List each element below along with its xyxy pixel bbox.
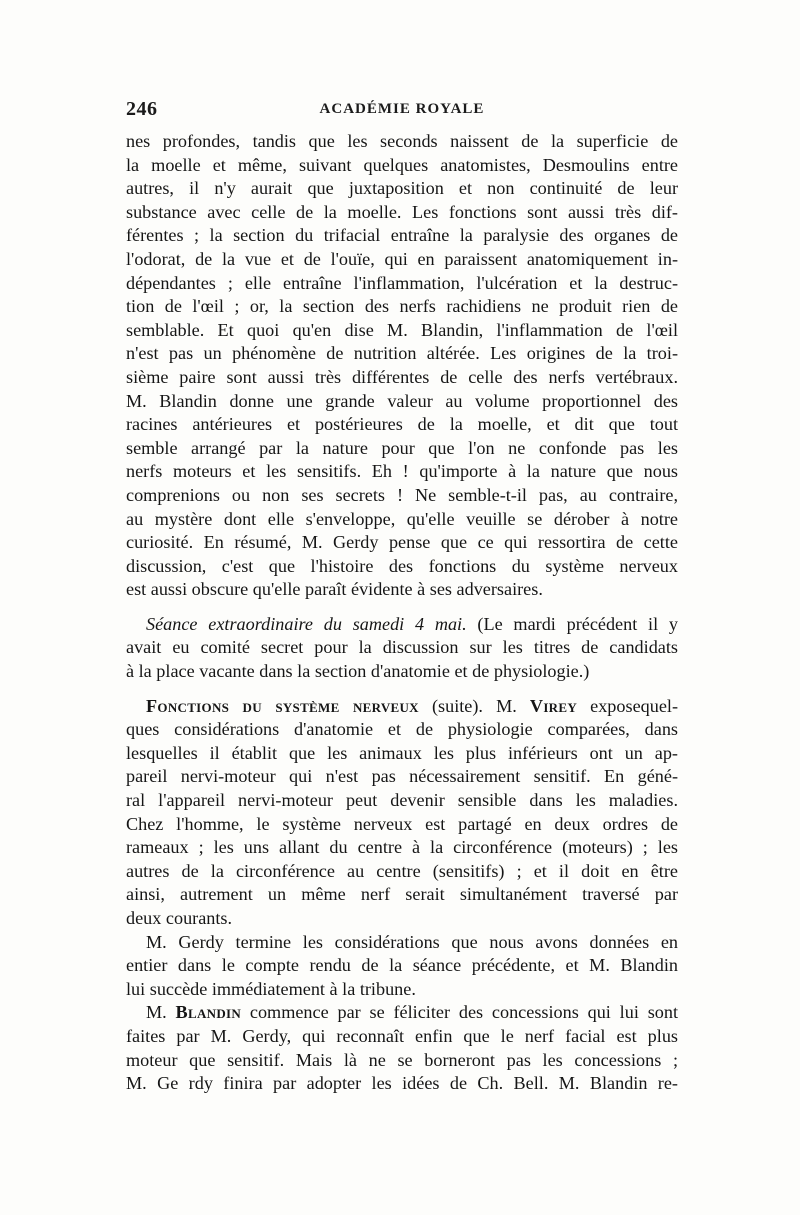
text-run: (Le mardi précédent il y <box>477 613 678 634</box>
text-line: nerfs moteurs et les sensitifs. Eh ! qu'importe à la nature que nous <box>126 461 678 482</box>
text-line: ques considérations d'anatomie et de physiologie comparées, dans <box>126 719 678 740</box>
page-body <box>126 130 678 1096</box>
text-line: lesquelles il établit que les animaux les plus inférieurs ont un ap- <box>126 742 678 763</box>
text-run: M. <box>146 1002 167 1023</box>
speaker-name: Virey <box>529 695 578 716</box>
text-line: semble arrangé par la nature pour que l'on ne confonde pas les <box>126 437 678 458</box>
text-line: est aussi obscure qu'elle paraît évidente à ses adversaires. <box>126 579 543 600</box>
text-line: autres, il n'y aurait que juxtaposition et non continuité de leur <box>126 178 678 199</box>
speaker-name: Blandin <box>175 1002 242 1023</box>
paragraph-gerdy-discussion <box>126 130 678 602</box>
paragraph-seance-extraordinaire <box>126 613 678 684</box>
text-line: autres de la circonférence au centre (sensitifs) ; et il doit en être <box>126 860 678 881</box>
text-run: (suite). M. <box>431 695 517 716</box>
section-title: Fonctions du système nerveux <box>146 695 419 716</box>
text-line <box>126 613 678 637</box>
text-line: à la place vacante dans la section d'anatomie et de physiologie.) <box>126 661 590 682</box>
text-line <box>126 1001 678 1025</box>
text-line: avait eu comité secret pour la discussion sur les titres de candidats <box>126 637 678 658</box>
text-line: lui succède immédiatement à la tribune. <box>126 978 416 999</box>
text-line: Chez l'homme, le système nerveux est partagé en deux ordres de <box>126 813 678 834</box>
page-number: 246 <box>126 98 158 120</box>
text-line: deux courants. <box>126 908 233 928</box>
text-line: dépendantes ; elle entraîne l'inflammation, l'ulcération et la destruc- <box>126 272 678 293</box>
text-line: moteur que sensitif. Mais là ne se borneront pas les concessions ; <box>126 1049 678 1070</box>
text-line: M. Blandin donne une grande valeur au volume proportionnel des <box>126 390 678 411</box>
paragraph-virey <box>126 695 678 931</box>
text-line: entier dans le compte rendu de la séance précédente, et M. Blandin <box>126 955 678 976</box>
text-line: pareil nervi-moteur qui n'est pas nécessairement sensitif. En géné- <box>126 766 678 787</box>
text-run: commence par se féliciter des concessions qui lui sont <box>249 1002 678 1023</box>
text-line: la moelle et même, suivant quelques anatomistes, Desmoulins entre <box>126 154 678 175</box>
paragraph-gerdy-termine <box>126 931 678 1002</box>
text-line: semblable. Et quoi qu'en dise M. Blandin, l'inflammation de l'œil <box>126 319 678 340</box>
paragraph-blandin <box>126 1001 678 1095</box>
session-heading: Séance extraordinaire du samedi 4 mai. <box>146 613 467 634</box>
text-line: substance avec celle de la moelle. Les fonctions sont aussi très dif- <box>126 201 678 222</box>
text-line <box>126 695 678 719</box>
text-line: sième paire sont aussi très différentes de celle des nerfs vertébraux. <box>126 366 678 387</box>
text-line: comprenions ou non ses secrets ! Ne semble-t-il pas, au contraire, <box>126 484 678 505</box>
text-line: faites par M. Gerdy, qui reconnaît enfin que le nerf facial est plus <box>126 1025 678 1046</box>
running-head: ACADÉMIE ROYALE <box>319 101 485 117</box>
text-line: discussion, c'est que l'histoire des fonctions du système nerveux <box>126 555 678 576</box>
text-line: racines antérieures et postérieures de la moelle, et dit que tout <box>126 414 678 435</box>
text-line: M. Ge rdy finira par adopter les idées de Ch. Bell. M. Blandin re- <box>126 1073 678 1094</box>
text-line: au mystère dont elle s'enveloppe, qu'elle veuille se dérober à notre <box>126 508 678 529</box>
text-run: exposequel- <box>590 695 678 716</box>
text-line: nes profondes, tandis que les seconds naissent de la superficie de <box>126 131 678 151</box>
text-line: férentes ; la section du trifacial entraîne la paralysie des organes de <box>126 225 678 246</box>
text-line: ral l'appareil nervi-moteur peut devenir sensible dans les maladies. <box>126 790 678 811</box>
text-line: n'est pas un phénomène de nutrition altérée. Les origines de la troi- <box>126 343 678 364</box>
text-line: l'odorat, de la vue et de l'ouïe, qui en paraissent anatomiquement in- <box>126 248 678 269</box>
text-line: M. Gerdy termine les considérations que nous avons données en <box>146 931 678 952</box>
text-line: rameaux ; les uns allant du centre à la circonférence (moteurs) ; les <box>126 837 678 858</box>
text-line: tion de l'œil ; or, la section des nerfs rachidiens ne produit rien de <box>126 296 678 317</box>
text-line: curiosité. En résumé, M. Gerdy pense que ce qui ressortira de cette <box>126 532 678 553</box>
page-header <box>126 98 678 124</box>
text-line: ainsi, autrement un même nerf serait simultanément traversé par <box>126 884 678 905</box>
